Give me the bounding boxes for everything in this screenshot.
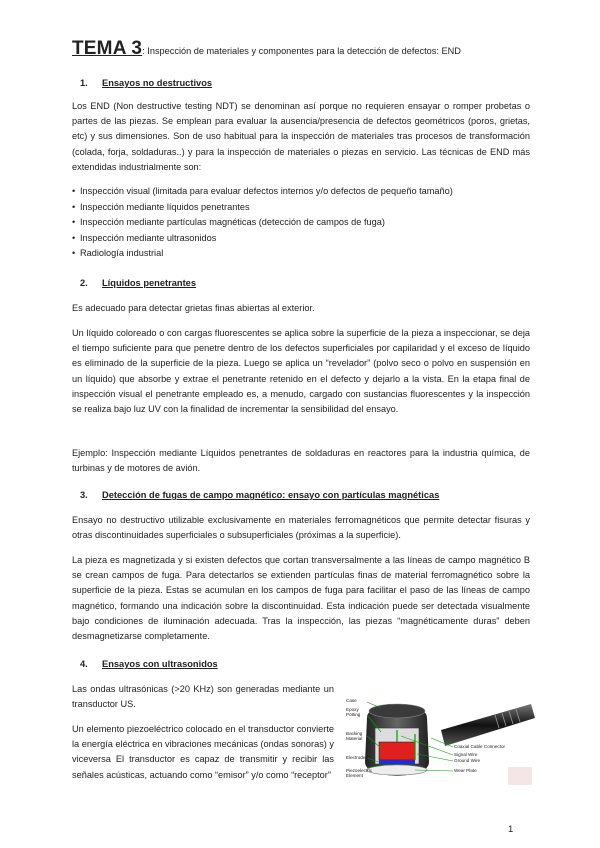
section-number: 4. <box>80 659 88 669</box>
paragraph-end-intro: Los END (Non destructive testing NDT) se denominan así porque no requieren ensayar o romper probetas o partes de las piezas. Se emplean para evaluar la ausencia/presencia de defectos geométricos (poros, grietas, etc) y sus dimensiones. Son de uso habitual para la inspección de materiales tras procesos de transformación (colada, forja, soldaduras..) y para la inspección de materiales o piezas en servicio. Las técnicas de END más extendidas industrialmente son: <box>72 101 530 172</box>
case-top-rim <box>369 704 425 718</box>
section-heading-3 <box>80 490 439 500</box>
paragraph-ultrasound-transducer: Un elemento piezoeléctrico colocado en el transductor convierte la energía eléctrica en vibraciones mecánicas (ondas sonoras) y viceversa El transductor es capaz de transmitir y recibir las señales acústicas, actuando como “emisor” y/o como “receptor” <box>72 724 334 780</box>
list-item: • Inspección mediante ultrasonidos <box>72 231 530 247</box>
label-electrodes: Electrodes <box>346 755 368 760</box>
title-subtitle: : Inspección de materiales y componentes para la detección de defectos: END <box>142 46 461 56</box>
paragraph-ultrasound-intro: Las ondas ultrasónicas (>20 KHz) son generadas mediante un transductor US. <box>72 684 334 710</box>
list-item: • Inspección visual (limitada para evaluar defectos internos y/o defectos de pequeño tamaño) <box>72 184 530 200</box>
section-heading-2 <box>80 278 196 288</box>
section-label: Líquidos penetrantes <box>102 278 197 288</box>
paragraph-penetrants-purpose: Es adecuado para detectar grietas finas abiertas al exterior. <box>72 303 315 313</box>
label-coaxial-connector: Coaxial Cable Connector <box>454 744 506 749</box>
label-potting: Potting <box>346 712 361 717</box>
label-epoxy: Epoxy <box>346 707 359 712</box>
paragraph-penetrants-example: Ejemplo: Inspección mediante Líquidos penetrantes de soldaduras en reactores para la industria química, de turbinas y de motores de avión. <box>72 448 530 474</box>
section-heading-4 <box>80 659 218 669</box>
section-number: 3. <box>80 490 88 500</box>
label-wear-plate: Wear Plate <box>454 768 477 773</box>
backing-material <box>379 742 415 760</box>
page-title <box>72 38 542 60</box>
section-number: 2. <box>80 278 88 288</box>
figure-corner-mark <box>508 767 532 785</box>
list-item: • Inspección mediante líquidos penetrantes <box>72 200 530 216</box>
transducer-diagram <box>345 696 535 788</box>
title-main: TEMA 3 <box>72 38 143 59</box>
section-label: Ensayos con ultrasonidos <box>102 659 218 669</box>
paragraph-magnetic-process: La pieza es magnetizada y si existen defectos que cortan transversalmente a las líneas de campo magnético B se crean campos de fuga. Para detectarlos se extienden partículas finas de material ferromagnético sobre la superficie de la pieza. Estas se acumulan en los campos de fuga para facilitar el paso de las líneas de campo magnético, formando una indicación sobre la discontinuidad. Esta indicación puede ser detectada visualmente bajo condiciones de iluminación adecuada. Tras la inspección, las piezas “magnéticamente duras” deben desmagnetizarse completamente. <box>72 555 530 642</box>
label-signal-wire: Signal Wire <box>454 752 478 757</box>
label-backing-material: Material <box>346 736 363 741</box>
section-heading-1 <box>80 78 212 88</box>
label-element: Element <box>346 773 363 778</box>
label-case: Case <box>346 698 357 703</box>
page-number: 1 <box>508 824 514 835</box>
coaxial-cable <box>441 704 535 746</box>
section-label: Ensayos no destructivos <box>102 78 213 88</box>
section-label: Detección de fugas de campo magnético: ensayo con partículas magnéticas <box>102 490 440 500</box>
bullet-list-techniques <box>72 184 530 262</box>
paragraph-magnetic-intro: Ensayo no destructivo utilizable exclusivamente en materiales ferromagnéticos que permite detectar fisuras y otras discontinuidades superficiales o subsuperficiales (próximas a la superficie). <box>72 515 530 541</box>
label-piezoelectric: Piezoelectric <box>346 768 373 773</box>
piezoelectric-element <box>379 760 415 764</box>
section-number: 1. <box>80 78 88 88</box>
label-backing: Backing <box>346 731 363 736</box>
list-item: • Inspección mediante partículas magnéticas (detección de campos de fuga) <box>72 215 530 231</box>
label-ground-wire: Ground Wire <box>454 758 481 763</box>
paragraph-penetrants-process: Un líquido coloreado o con cargas fluorescentes se aplica sobre la superficie de la pieza a inspeccionar, se deja el tiempo suficiente para que penetre dentro de los defectos superficiales por capilaridad y el exceso de líquido es eliminado de la superficie de la pieza. Luego se aplica un “revelador” (polvo seco o polvo en suspensión en un líquido) que absorbe y extrae el penetrante retenido en el defecto y dejarlo a la vista. En la etapa final de inspección visual el penetrante empleado es, a menudo, cargado con sustancias fluorescentes y la inspección se realiza bajo luz UV con la finalidad de incrementar la sensibilidad del ensayo. <box>72 328 530 415</box>
list-item: • Radiología industrial <box>72 246 530 262</box>
